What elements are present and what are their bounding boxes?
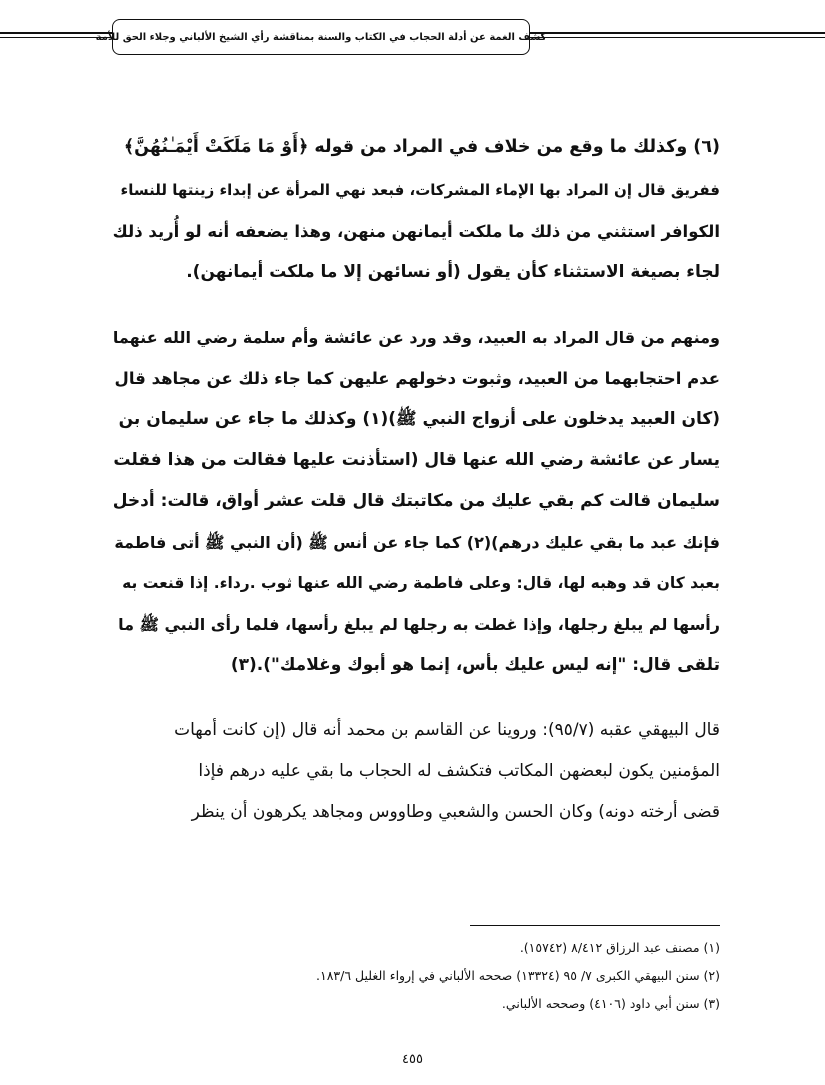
footnote-separator bbox=[470, 925, 720, 926]
text-line: قال البيهقي عقبه (٩٥/٧): وروينا عن القاسم بن محمد أنه قال (إن كانت أمهات bbox=[174, 720, 720, 740]
running-header-title: كشف الغمة عن أدلة الحجاب في الكتاب والسنة بمناقشة رأي الشيخ الألباني وجلاء الحق للأمة bbox=[95, 31, 547, 43]
footnote-2: (٢) سنن البيهقي الكبرى ٧/ ٩٥ (١٣٣٢٤) صححه الألباني في إرواء الغليل ١٨٣/٦. bbox=[316, 968, 720, 983]
text-line: (كان العبيد يدخلون على أزواج النبي ﷺ)(١) وكذلك ما جاء عن سليمان بن bbox=[118, 409, 720, 429]
text-line: تلقى قال: "إنه ليس عليك بأس، إنما هو أبوك وغلامك").(٣) bbox=[230, 655, 720, 675]
text-line: سليمان قالت كم بقي عليك من مكاتبتك قال قلت عشر أواق، قالت: أدخل bbox=[112, 491, 720, 511]
page-number: ٤٥٥ bbox=[402, 1052, 423, 1067]
text-line: المؤمنين يكون لبعضهن المكاتب فتكشف له الحجاب ما بقي عليه درهم فإذا bbox=[198, 761, 720, 781]
text-line: ففريق قال إن المراد بها الإماء المشركات، فبعد نهي المرأة عن إبداء زينتها للنساء bbox=[120, 181, 720, 199]
paragraph-2 bbox=[108, 317, 720, 686]
text-line: لجاء بصيغة الاستثناء كأن يقول (أو نسائهن إلا ما ملكت أيمانهن). bbox=[186, 262, 720, 282]
text-line: قضى أرخته دونه) وكان الحسن والشعبي وطاووس ومجاهد يكرهون أن ينظر bbox=[191, 802, 720, 822]
paragraph-3 bbox=[108, 710, 720, 833]
paragraph-1 bbox=[108, 170, 720, 293]
footnotes bbox=[300, 934, 720, 1018]
footnote-3: (٣) سنن أبي داود (٤١٠٦) وصححه الألباني. bbox=[501, 996, 720, 1011]
text-line: فإنك عبد ما بقي عليك درهم)(٢) كما جاء عن أنس ﷺ (أن النبي ﷺ أتى فاطمة bbox=[114, 533, 720, 552]
text-line: يسار عن عائشة رضي الله عنها قال (استأذنت عليها فقالت من هذا فقلت bbox=[113, 450, 720, 470]
footnote-1: (١) مصنف عبد الرزاق ٨/٤١٢ (١٥٧٤٢). bbox=[519, 940, 720, 955]
text-line: ومنهم من قال المراد به العبيد، وقد ورد عن عائشة وأم سلمة رضي الله عنهما bbox=[112, 328, 720, 347]
text-line: بعبد كان قد وهبه لها، قال: وعلى فاطمة رضي الله عنها ثوب .رداء. إذا قنعت به bbox=[122, 574, 720, 592]
text-line: الكوافر استثني من ذلك ما ملكت أيمانهن منهن، وهذا يضعفه أنه لو أُريد ذلك bbox=[112, 222, 720, 241]
section-heading: (٦) وكذلك ما وقع من خلاف في المراد من قوله ﴿أَوْ مَا مَلَكَتْ أَيْمَـٰنُهُنَّ﴾ bbox=[123, 137, 720, 157]
text-line: عدم احتجابهما من العبيد، وثبوت دخولهم عليهن كما جاء ذلك عن مجاهد قال bbox=[114, 369, 720, 388]
page-body bbox=[108, 120, 720, 857]
running-header bbox=[95, 19, 547, 55]
text-line: رأسها لم يبلغ رجلها، وإذا غطت به رجلها لم يبلغ رأسها، فلما رأى النبي ﷺ ما bbox=[118, 615, 720, 634]
